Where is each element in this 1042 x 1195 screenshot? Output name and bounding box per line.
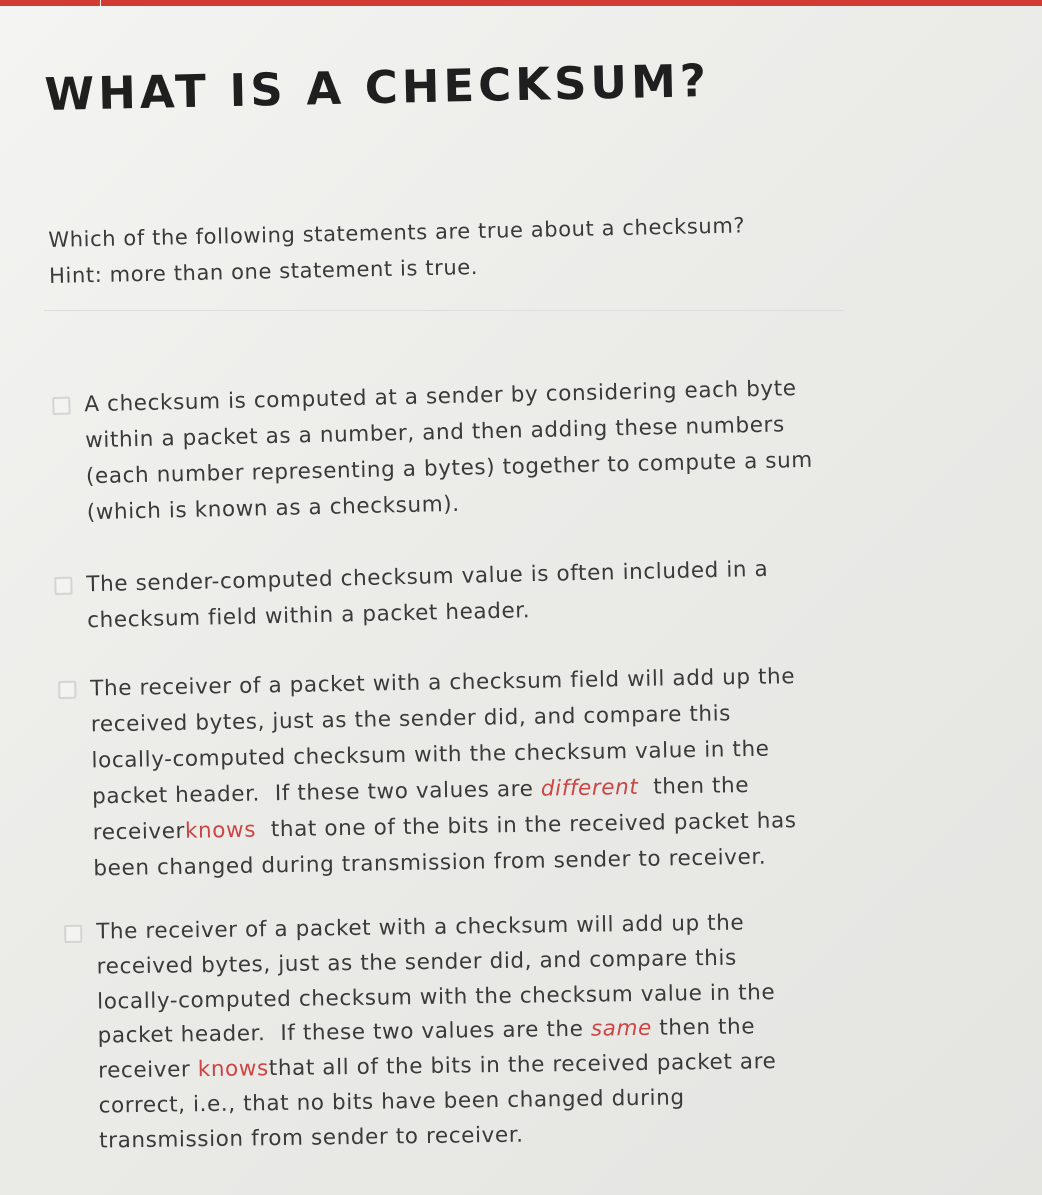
option-3-line: been changed during transmission from sender to receiver.	[93, 844, 767, 882]
option-1-line: (each number representing a bytes) together to compute a sum	[85, 447, 814, 490]
divider	[44, 310, 844, 311]
option-4-text-segment: then the	[651, 1014, 756, 1042]
option-2-line: The sender-computed checksum value is often included in a	[86, 556, 769, 598]
option-4-text-segment: receiver	[97, 1057, 198, 1084]
option-4-text[interactable]	[96, 906, 778, 1159]
option-4-line: locally-computed checksum with the checksum value in the	[97, 979, 776, 1015]
option-3-line: received bytes, just as the sender did, and compare this	[90, 701, 732, 738]
option-3-text-segment: receiver	[92, 818, 186, 846]
answer-option-4[interactable]	[64, 906, 778, 1159]
option-1-line: A checksum is computed at a sender by considering each byte	[84, 376, 797, 418]
option-4-line: The receiver of a packet with a checksum will add up the	[96, 910, 745, 945]
option-3-line: locally-computed checksum with the checksum value in the	[91, 736, 770, 774]
option-3-text-segment: that one of the bits in the received packet has	[255, 808, 797, 843]
option-3-text-segment: packet header. If these two values are	[91, 776, 542, 810]
option-3-line: The receiver of a packet with a checksum field will add up the	[90, 664, 796, 702]
option-4-checkbox[interactable]	[64, 925, 82, 943]
option-4-text-segment: that all of the bits in the received packet are	[268, 1049, 777, 1082]
option-3-text-segment: then the	[638, 772, 750, 800]
option-4-line: correct, i.e., that no bits have been changed during	[98, 1085, 685, 1119]
option-2-text[interactable]	[86, 552, 770, 639]
page-title: WHAT IS A CHECKSUM?	[44, 54, 711, 121]
question-prompt	[48, 207, 746, 294]
option-4-text-segment: packet header. If these two values are the	[97, 1017, 592, 1049]
answer-option-3[interactable]	[58, 659, 799, 888]
option-3-checkbox[interactable]	[58, 681, 76, 699]
option-4-emphasis-same: same	[590, 1016, 653, 1043]
option-4-line: transmission from sender to receiver.	[98, 1122, 524, 1154]
option-2-checkbox[interactable]	[54, 577, 72, 595]
question-text: Which of the following statements are true about a checksum?	[48, 213, 746, 252]
answer-option-1[interactable]	[52, 371, 814, 532]
option-1-line: within a packet as a number, and then adding these numbers	[84, 412, 786, 454]
answer-option-2[interactable]	[54, 552, 770, 640]
top-accent-bar	[0, 0, 1042, 6]
option-3-text[interactable]	[90, 659, 799, 887]
option-4-emphasis-knows: knows	[197, 1056, 270, 1083]
option-3-emphasis-different: different	[540, 774, 639, 802]
option-1-checkbox[interactable]	[52, 397, 70, 415]
option-1-text[interactable]	[84, 371, 814, 531]
option-2-line: checksum field within a packet header.	[86, 598, 531, 634]
option-4-line: received bytes, just as the sender did, and compare this	[96, 945, 737, 980]
option-1-line: (which is known as a checksum).	[86, 491, 460, 526]
option-3-emphasis-knows: knows	[184, 817, 257, 844]
question-hint: Hint: more than one statement is true.	[48, 255, 479, 288]
